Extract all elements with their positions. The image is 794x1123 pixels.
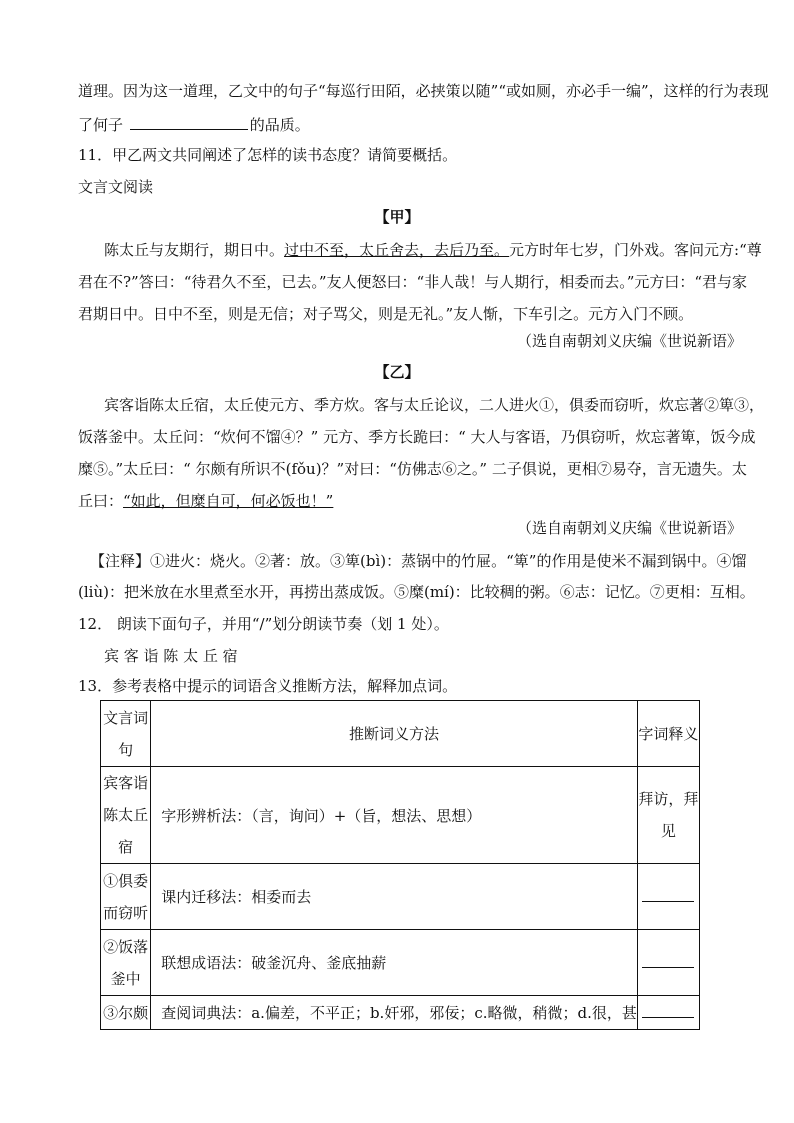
- row-phrase: ③尔颇: [101, 996, 151, 1030]
- question-12-sentence: 宾 客 诣 陈 太 丘 宿: [104, 647, 238, 665]
- answer-blank[interactable]: [642, 999, 694, 1018]
- answer-blank[interactable]: [130, 113, 248, 130]
- table-row: [101, 996, 700, 1030]
- header-meaning: 字词释义: [637, 701, 699, 767]
- table-row: [101, 864, 700, 930]
- top-line-2-start: 了何子: [78, 116, 124, 134]
- jia-text-a: 陈太丘与友期行，期日中。: [104, 241, 285, 259]
- jia-paragraph-line-2: 君在不?”答曰：“待君久不至，已去。”友人便怒曰：“非人哉！与人期行，相委而去。”元方曰：“君与家: [78, 273, 748, 291]
- row-answer-cell[interactable]: [637, 864, 699, 930]
- notes-line-1: 【注释】①进火：烧火。②著：放。③箄(bì)：蒸锅中的竹屉。“箄”的作用是使米不漏到锅中。④馏: [90, 552, 747, 570]
- question-11: 11．甲乙两文共同阐述了怎样的读书态度？请简要概括。: [78, 146, 458, 164]
- gloss-table: [100, 700, 700, 1030]
- yi-paragraph-line-3: 糜⑤。”太丘曰：“ 尔颇有所识不(fǒu)？”对曰：“仿佛志⑥之。” 二子俱说，更相⑦易夺，言无遗失。太: [78, 460, 747, 478]
- jia-heading: 【甲】: [374, 208, 420, 226]
- row-method: 课内迁移法：相委而去: [151, 864, 638, 930]
- question-13: 13．参考表格中提示的词语含义推断方法，解释加点词。: [78, 677, 458, 695]
- jia-paragraph-line-3: 君期日中。日中不至，则是无信；对子骂父，则是无礼。”友人惭，下车引之。元方入门不顾。: [78, 305, 694, 323]
- jia-text-b: 元方时年七岁，门外戏。客问元方:“尊: [509, 241, 762, 259]
- question-12: 12． 朗读下面句子，并用“/”划分朗读节奏（划 1 处）。: [78, 615, 449, 633]
- row-phrase: 宾客诣陈太丘宿: [101, 767, 151, 864]
- yi-paragraph-line-1: 宾客诣陈太丘宿，太丘使元方、季方炊。客与太丘论议，二人进火①，俱委而窃听，炊忘著②箄③，: [104, 396, 765, 414]
- row-answer-cell[interactable]: [637, 930, 699, 996]
- header-phrase: 文言词句: [101, 701, 151, 767]
- yi-source: （选自南朝刘义庆编《世说新语》: [516, 519, 742, 537]
- table-row: [101, 930, 700, 996]
- jia-source: （选自南朝刘义庆编《世说新语》: [516, 332, 742, 350]
- row-method: 字形辨析法：（言，询问）+（旨，想法、思想）: [151, 767, 638, 864]
- row-meaning: 拜访，拜见: [637, 767, 699, 864]
- table-header-row: [101, 701, 700, 767]
- section-title: 文言文阅读: [78, 178, 154, 196]
- row-phrase: ②饭落釜中: [101, 930, 151, 996]
- yi-paragraph-line-2: 饭落釜中。太丘问：“炊何不馏④？” 元方、季方长跪曰：“ 大人与客语，乃俱窃听，炊忘著箄，饭今成: [78, 428, 756, 446]
- top-line-1: 道理。因为这一道理，乙文中的句子“每巡行田陌，必挟策以随”“或如厕，亦必手一编”，这样的行为表现: [78, 82, 769, 100]
- notes-line-2: (liù)：把米放在水里煮至水开，再捞出蒸成饭。⑤糜(mí)：比较稠的粥。⑥志：记忆。⑦更相：互相。: [78, 583, 755, 601]
- row-method: 查阅词典法：a.偏差，不平正；b.奸邪，邪佞；c.略微，稍微；d.很，甚: [151, 996, 638, 1030]
- row-phrase: ①俱委而窃听: [101, 864, 151, 930]
- table-row: [101, 767, 700, 864]
- yi-paragraph-line-4: [78, 491, 794, 511]
- row-answer-cell[interactable]: [637, 996, 699, 1030]
- header-method: 推断词义方法: [151, 701, 638, 767]
- jia-underlined-sentence: 过中不至，太丘舍去，去后乃至。: [284, 241, 510, 259]
- yi-underlined-sentence: “如此，但糜自可，何必饭也！”: [123, 492, 334, 510]
- yi-heading: 【乙】: [374, 363, 420, 381]
- yi-text-a: 丘曰：: [78, 492, 124, 510]
- jia-paragraph-line-1: [104, 240, 794, 260]
- answer-blank[interactable]: [642, 949, 694, 968]
- row-method: 联想成语法：破釜沉舟、釜底抽薪: [151, 930, 638, 996]
- top-line-2: [78, 113, 794, 135]
- answer-blank[interactable]: [642, 883, 694, 902]
- top-line-2-end: 的品质。: [249, 116, 310, 134]
